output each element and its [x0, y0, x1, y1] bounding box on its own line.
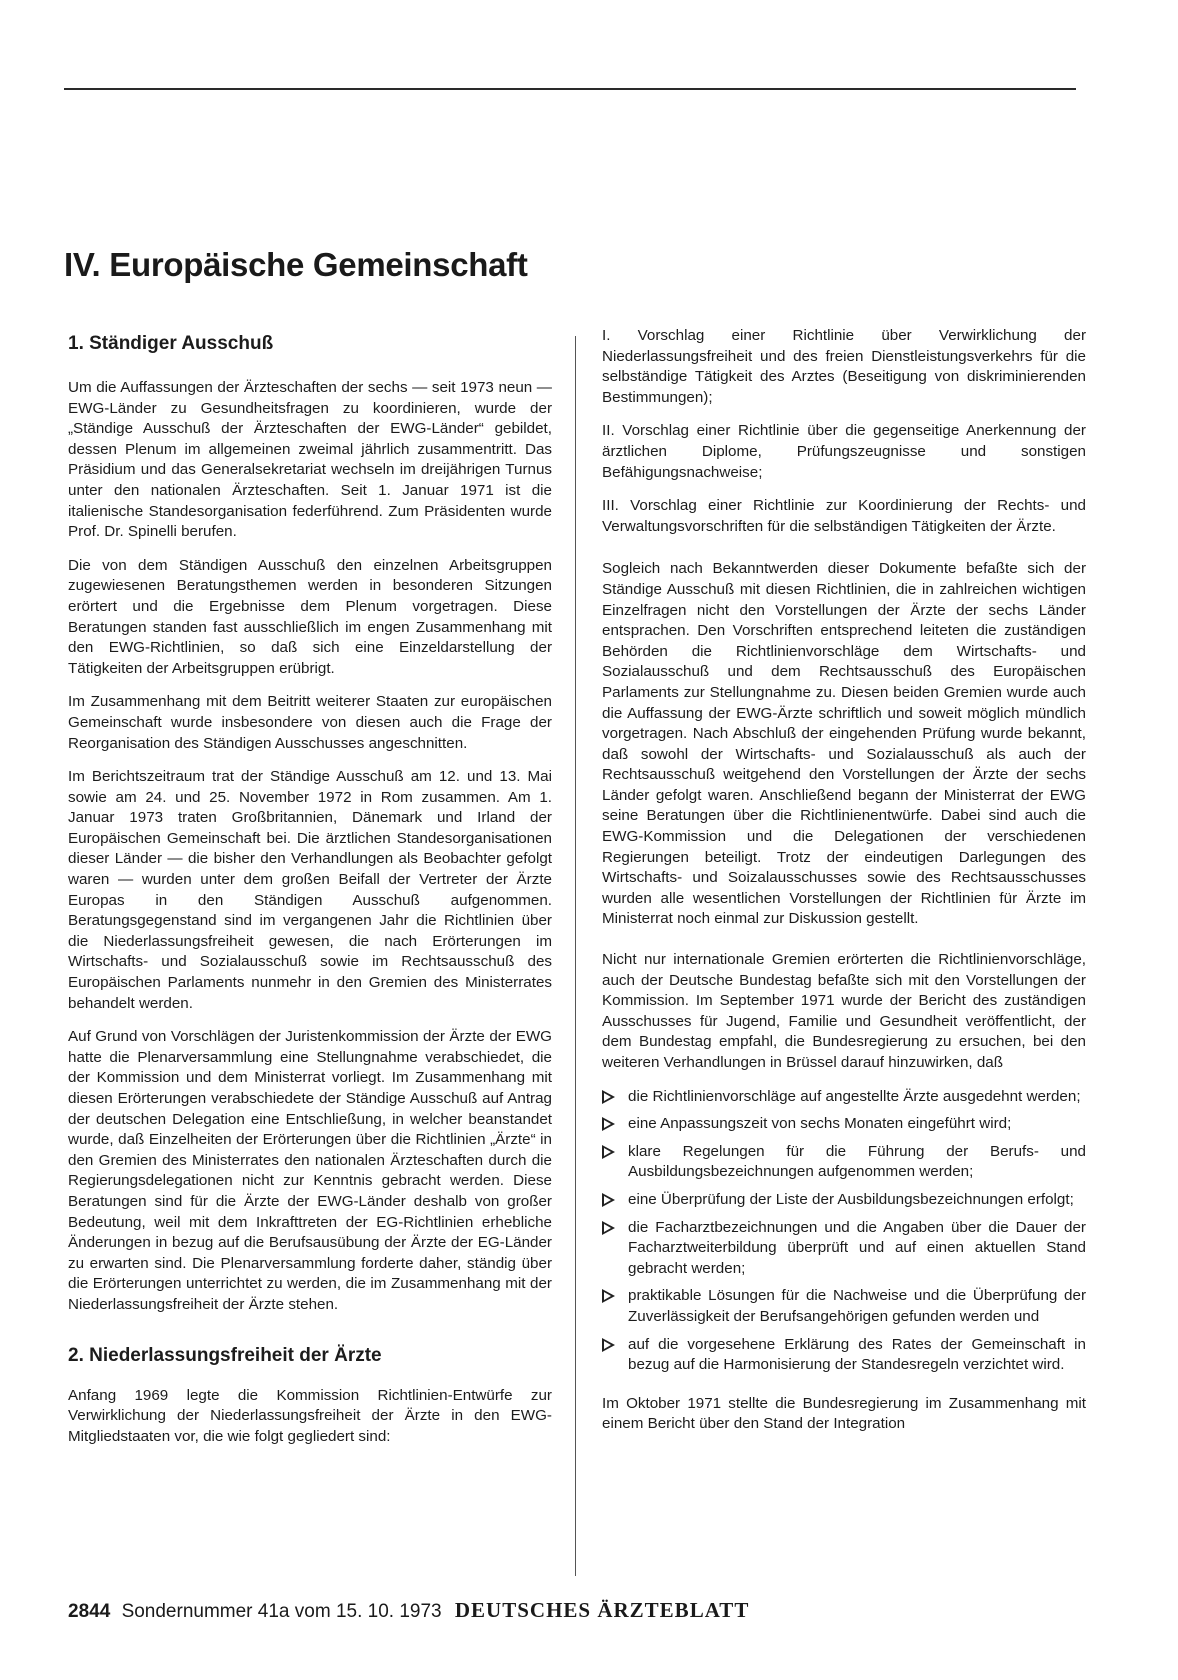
list-item-text: eine Anpassungszeit von sechs Monaten eingeführt wird;: [628, 1115, 1012, 1133]
proposal-item: II. Vorschlag einer Richtlinie über die gegenseitige Anerkennung der ärztlichen Diplome, Prüfungszeugnisse und sonstigen Befähigungsnachweise;: [602, 422, 1086, 481]
paragraph: Anfang 1969 legte die Kommission Richtlinien-Entwürfe zur Verwirklichung der Niederlassungsfreiheit der Ärzte in den EWG-Mitgliedstaaten vor, die wie folgt gegliedert sind:: [68, 1386, 552, 1445]
triangle-bullet-icon: [602, 1221, 615, 1235]
triangle-bullet-icon: [602, 1289, 615, 1303]
right-column: [602, 326, 1086, 1448]
list-item-text: praktikable Lösungen für die Nachweise und die Überprüfung der Zuverlässigkeit der Berufsangehörigen gefunden werden und: [628, 1287, 1086, 1325]
recommendation-list: [602, 1087, 1086, 1376]
paragraph: Die von dem Ständigen Ausschuß den einzelnen Arbeitsgruppen zugewiesenen Beratungsthemen werden in besonderen Sitzungen erörtert und die Ergebnisse dem Plenum vorgetragen. Diese Beratungen standen fast ausschließlich im engen Zusammenhang mit den EWG-Richtlinien, so daß sich eine Einzeldarstellung der Tätigkeiten der Arbeitsgruppen erübrigt.: [68, 556, 552, 677]
column-divider: [575, 336, 576, 1576]
list-item: [602, 1142, 1086, 1183]
triangle-bullet-icon: [602, 1090, 615, 1104]
left-column: [68, 332, 552, 1460]
triangle-bullet-icon: [602, 1145, 615, 1159]
list-item: [602, 1114, 1086, 1135]
list-item-text: eine Überprüfung der Liste der Ausbildungsbezeichnungen erfolgt;: [628, 1190, 1074, 1208]
proposal-item: I. Vorschlag einer Richtlinie über Verwirklichung der Niederlassungsfreiheit und des freien Dienstleistungsverkehrs für die selbständige Tätigkeit des Arztes (Beseitigung von diskriminierenden Bestimmungen);: [602, 327, 1086, 406]
section-2-heading: 2. Niederlassungsfreiheit der Ärzte: [68, 1344, 382, 1366]
list-item-text: die Richtlinienvorschläge auf angestellte Ärzte ausgedehnt werden;: [628, 1087, 1081, 1105]
paragraph: Im Berichtszeitraum trat der Ständige Ausschuß am 12. und 13. Mai sowie am 24. und 25. November 1972 in Rom zusammen. Am 1. Januar 1973 traten Großbritannien, Dänemark und Irland der Europäischen Gemeinschaft bei. Die ärztlichen Standesorganisationen dieser Länder — die bisher den Verhandlungen als Beobachter gefolgt waren — wurden unter dem großen Beifall der Vertreter der Ärzte Europas in den Ständigen Ausschuß aufgenommen. Beratungsgegenstand sind im vergangenen Jahr die Richtlinien über die Niederlassungsfreiheit gewesen, die nach Erörterungen im Wirtschafts- und Sozialausschuß sowie im Rechtsausschuß des Europäischen Parlaments nunmehr in den Gremien des Ministerrates behandelt werden.: [68, 768, 552, 1012]
list-item: [602, 1190, 1086, 1211]
triangle-bullet-icon: [602, 1117, 615, 1131]
list-item-text: klare Regelungen für die Führung der Berufs- und Ausbildungsbezeichnungen aufgenommen werden;: [628, 1142, 1086, 1181]
paragraph: Im Zusammenhang mit dem Beitritt weiterer Staaten zur europäischen Gemeinschaft wurde insbesondere von diesen auch die Frage der Reorganisation des Ständigen Ausschusses angeschnitten.: [68, 693, 552, 752]
journal-name: DEUTSCHES ÄRZTEBLATT: [454, 1598, 750, 1622]
chapter-title: IV. Europäische Gemeinschaft: [64, 246, 528, 283]
issue-info: Sondernummer 41a vom 15. 10. 1973: [121, 1601, 442, 1622]
section-1-heading: 1. Ständiger Ausschuß: [68, 333, 274, 354]
list-item-text: die Facharztbezeichnungen und die Angaben über die Dauer der Facharztweiterbildung überprüft und auf einen aktuellen Stand gebracht werden;: [628, 1218, 1086, 1277]
paragraph: Um die Auffassungen der Ärzteschaften der sechs — seit 1973 neun — EWG-Länder zu Gesundheitsfragen zu koordinieren, wurde der „Ständige Ausschuß der Ärzteschaften der EWG-Länder“ gebildet, dessen Plenum im allgemeinen zweimal jährlich zusammentritt. Das Präsidium und das Generalsekretariat wechseln im dreijährigen Turnus unter den nationalen Ärzteschaften. Seit 1. Januar 1971 ist die italienische Standesorganisation federführend. Zum Präsidenten wurde Prof. Dr. Spinelli berufen.: [68, 379, 552, 541]
page-footer: [68, 1598, 749, 1623]
paragraph: Auf Grund von Vorschlägen der Juristenkommission der Ärzte der EWG hatte die Plenarversammlung eine Stellungnahme verabschiedet, die der Kommission und dem Ministerrat vorliegt. Im Zusammenhang mit diesen Erörterungen verabschiedete der Ständige Ausschuß auf Antrag der deutschen Delegation eine Entschließung, in welcher beanstandet wurde, daß Einzelheiten der Erörterungen über die Richtlinien „Ärzte“ in den Gremien des Ministerrates den nationalen Ärzteschaften durch die Regierungsdelegationen nicht zur Kenntnis gebracht werden. Diese Beratungen sind für die Ärzte der EWG-Länder deshalb von großer Bedeutung, weil mit dem Inkrafttreten der EG-Richtlinien erhebliche Änderungen in bezug auf die Berufsausübung der Ärzte der EG-Länder zu erwarten sind. Die Plenarversammlung forderte daher, ständig über die Erörterungen unterrichtet zu werden, die im Zusammenhang mit der Niederlassungsfreiheit der Ärzte stehen.: [68, 1028, 552, 1313]
list-item: [602, 1286, 1086, 1327]
list-item-text: auf die vorgesehene Erklärung des Rates der Gemeinschaft in bezug auf die Harmonisierung der Standesregeln verzichtet wird.: [628, 1335, 1086, 1374]
list-item: [602, 1218, 1086, 1280]
triangle-bullet-icon: [602, 1193, 615, 1207]
paragraph: Nicht nur internationale Gremien erörterten die Richtlinienvorschläge, auch der Deutsche Bundestag befaßte sich mit den Vorstellungen der Kommission. Im September 1971 wurde der Bericht des zuständigen Ausschusses für Jugend, Familie und Gesundheit veröffentlicht, der dem Bundestag empfahl, die Bundesregierung zu ersuchen, bei den weiteren Verhandlungen in Brüssel darauf hinzuwirken, daß: [602, 951, 1086, 1071]
top-rule: [64, 88, 1076, 90]
paragraph: Im Oktober 1971 stellte die Bundesregierung im Zusammenhang mit einem Bericht über den Stand der Integration: [602, 1394, 1086, 1433]
triangle-bullet-icon: [602, 1338, 615, 1352]
list-item: [602, 1335, 1086, 1376]
page-number: 2844: [68, 1601, 111, 1622]
proposal-item: III. Vorschlag einer Richtlinie zur Koordinierung der Rechts- und Verwaltungsvorschriften für die selbständigen Tätigkeiten der Ärzte.: [602, 497, 1086, 535]
paragraph: Sogleich nach Bekanntwerden dieser Dokumente befaßte sich der Ständige Ausschuß mit diesen Richtlinien, die in zahlreichen wichtigen Einzelfragen nicht den Vorstellungen der Ärzte der sechs Länder entsprachen. Den Vorschriften entsprechend leiteten die zuständigen Behörden die Richtlinienvorschläge dem Wirtschafts- und Sozialausschuß und dem Rechtsausschuß des Europäischen Parlaments zur Stellungnahme zu. Diesen beiden Gremien wurde auch die Auffassung der EWG-Ärzte schriftlich und soweit möglich mündlich vorgetragen. Nach Abschluß der eingehenden Prüfung wurde bekannt, daß sowohl der Wirtschafts- und Sozialausschuß als auch der Rechtsausschuß weitgehend den Vorstellungen der Ärzte der sechs Länder gefolgt waren. Anschließend begann der Ministerrat der EWG seine Beratungen über die Richtlinienentwürfe. Dabei sind auch die EWG-Kommission und die Delegationen der verschiedenen Regierungen beteiligt. Trotz der eindeutigen Darlegungen des Wirtschafts- und Soizalausschusses sowie des Rechtsausschusses wurden alle wesentlichen Vorstellungen der Richtlinien für Ärzte im Ministerrat noch einmal zur Diskussion gestellt.: [602, 560, 1086, 928]
list-item: [602, 1087, 1086, 1108]
